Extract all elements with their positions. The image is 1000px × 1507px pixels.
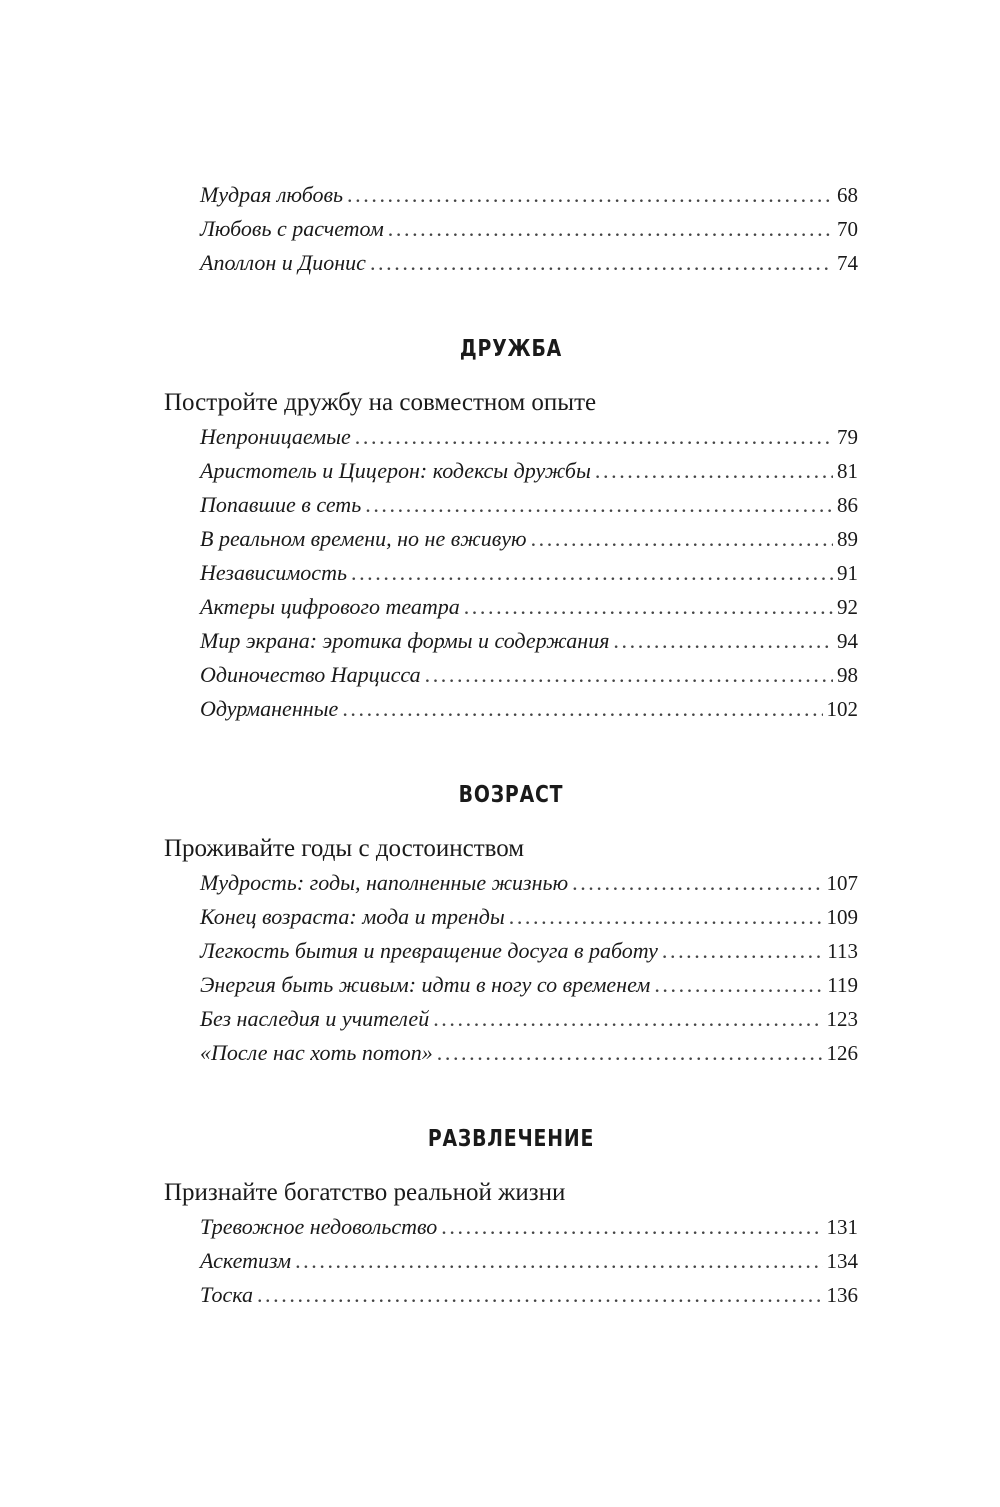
dot-leader bbox=[531, 522, 833, 556]
toc-entry-page: 81 bbox=[837, 459, 858, 483]
toc-entry-title: Попавшие в сеть bbox=[200, 492, 362, 517]
toc-entry-title: Мудрая любовь bbox=[200, 182, 344, 207]
dot-leader bbox=[662, 934, 823, 968]
toc-entry-page: 102 bbox=[826, 697, 858, 721]
toc-entry[interactable] bbox=[200, 1244, 858, 1278]
toc-entry-page: 74 bbox=[837, 251, 858, 275]
toc-entry[interactable] bbox=[200, 590, 858, 624]
dot-leader bbox=[437, 1036, 823, 1070]
dot-leader bbox=[355, 420, 833, 454]
toc-entry[interactable] bbox=[200, 692, 858, 726]
toc-entry-title: Легкость бытия и превращение досуга в работу bbox=[200, 938, 658, 963]
toc-entry-title: В реальном времени, но не вживую bbox=[200, 526, 527, 551]
toc-entry[interactable] bbox=[200, 624, 858, 658]
table-of-contents bbox=[164, 178, 858, 1312]
section-heading: РАЗВЛЕЧЕНИЕ bbox=[427, 1126, 595, 1152]
dot-leader bbox=[342, 692, 822, 726]
dot-leader bbox=[370, 246, 833, 280]
toc-entry-page: 89 bbox=[837, 527, 858, 551]
toc-entry-page: 79 bbox=[837, 425, 858, 449]
toc-entry-title: «После нас хоть потоп» bbox=[200, 1040, 433, 1065]
toc-entry-page: 136 bbox=[826, 1283, 858, 1307]
toc-entry[interactable] bbox=[200, 900, 858, 934]
toc-entry[interactable] bbox=[200, 556, 858, 590]
toc-entry-title: Без наследия и учителей bbox=[200, 1006, 430, 1031]
chapter-title[interactable]: Постройте дружбу на совместном опыте bbox=[164, 389, 597, 416]
toc-entry-page: 94 bbox=[837, 629, 858, 653]
toc-entry-title: Тревожное недовольство bbox=[200, 1214, 438, 1239]
toc-entry[interactable] bbox=[200, 1002, 858, 1036]
dot-leader bbox=[388, 212, 833, 246]
toc-entry-title: Конец возраста: мода и тренды bbox=[200, 904, 505, 929]
section-heading: ДРУЖБА bbox=[459, 336, 563, 362]
toc-entry-title: Аристотель и Цицерон: кодексы дружбы bbox=[200, 458, 591, 483]
toc-entry[interactable] bbox=[200, 246, 858, 280]
dot-leader bbox=[595, 454, 833, 488]
toc-entry-page: 98 bbox=[837, 663, 858, 687]
toc-entry-page: 113 bbox=[827, 939, 858, 963]
dot-leader bbox=[295, 1244, 822, 1278]
toc-entry-page: 70 bbox=[837, 217, 858, 241]
toc-entry-title: Непроницаемые bbox=[200, 424, 351, 449]
toc-entry-page: 131 bbox=[826, 1215, 858, 1239]
toc-entry-title: Любовь с расчетом bbox=[200, 216, 384, 241]
toc-entry-page: 109 bbox=[826, 905, 858, 929]
toc-entry-title: Одурманенные bbox=[200, 696, 339, 721]
toc-entry-page: 92 bbox=[837, 595, 858, 619]
toc-entry-page: 119 bbox=[827, 973, 858, 997]
dot-leader bbox=[433, 1002, 822, 1036]
toc-entry-page: 86 bbox=[837, 493, 858, 517]
toc-entry[interactable] bbox=[200, 866, 858, 900]
dot-leader bbox=[347, 178, 833, 212]
toc-entry[interactable] bbox=[200, 658, 858, 692]
toc-entry[interactable] bbox=[200, 934, 858, 968]
chapter-title[interactable]: Признайте богатство реальной жизни bbox=[164, 1179, 566, 1206]
dot-leader bbox=[365, 488, 833, 522]
toc-entry-title: Мир экрана: эротика формы и содержания bbox=[200, 628, 610, 653]
toc-entry-title: Тоска bbox=[200, 1282, 253, 1307]
dot-leader bbox=[441, 1210, 822, 1244]
toc-entry[interactable] bbox=[200, 488, 858, 522]
toc-entry-page: 68 bbox=[837, 183, 858, 207]
dot-leader bbox=[509, 900, 823, 934]
toc-entry-title: Мудрость: годы, наполненные жизнью bbox=[200, 870, 569, 895]
toc-entry[interactable] bbox=[200, 1210, 858, 1244]
toc-entry[interactable] bbox=[200, 454, 858, 488]
chapter-title[interactable]: Проживайте годы с достоинством bbox=[164, 835, 525, 862]
toc-entry[interactable] bbox=[200, 1036, 858, 1070]
toc-entry-title: Независимость bbox=[200, 560, 347, 585]
toc-entry[interactable] bbox=[200, 522, 858, 556]
toc-entry-title: Энергия быть живым: идти в ногу со временем bbox=[200, 972, 651, 997]
toc-entry[interactable] bbox=[200, 968, 858, 1002]
toc-entry-title: Аскетизм bbox=[200, 1248, 292, 1273]
dot-leader bbox=[351, 556, 833, 590]
dot-leader bbox=[425, 658, 833, 692]
dot-leader bbox=[572, 866, 822, 900]
toc-entry-page: 91 bbox=[837, 561, 858, 585]
toc-entry-page: 123 bbox=[826, 1007, 858, 1031]
toc-entry-page: 134 bbox=[826, 1249, 858, 1273]
toc-entry[interactable] bbox=[200, 212, 858, 246]
toc-entry-title: Аполлон и Дионис bbox=[200, 250, 366, 275]
dot-leader bbox=[613, 624, 833, 658]
dot-leader bbox=[464, 590, 833, 624]
toc-entry-page: 126 bbox=[826, 1041, 858, 1065]
toc-entry[interactable] bbox=[200, 420, 858, 454]
dot-leader bbox=[654, 968, 823, 1002]
toc-entry[interactable] bbox=[200, 1278, 858, 1312]
toc-entry-title: Актеры цифрового театра bbox=[200, 594, 460, 619]
section-heading: ВОЗРАСТ bbox=[458, 782, 564, 808]
dot-leader bbox=[257, 1278, 823, 1312]
toc-entry-title: Одиночество Нарцисса bbox=[200, 662, 421, 687]
toc-entry[interactable] bbox=[200, 178, 858, 212]
toc-entry-page: 107 bbox=[826, 871, 858, 895]
